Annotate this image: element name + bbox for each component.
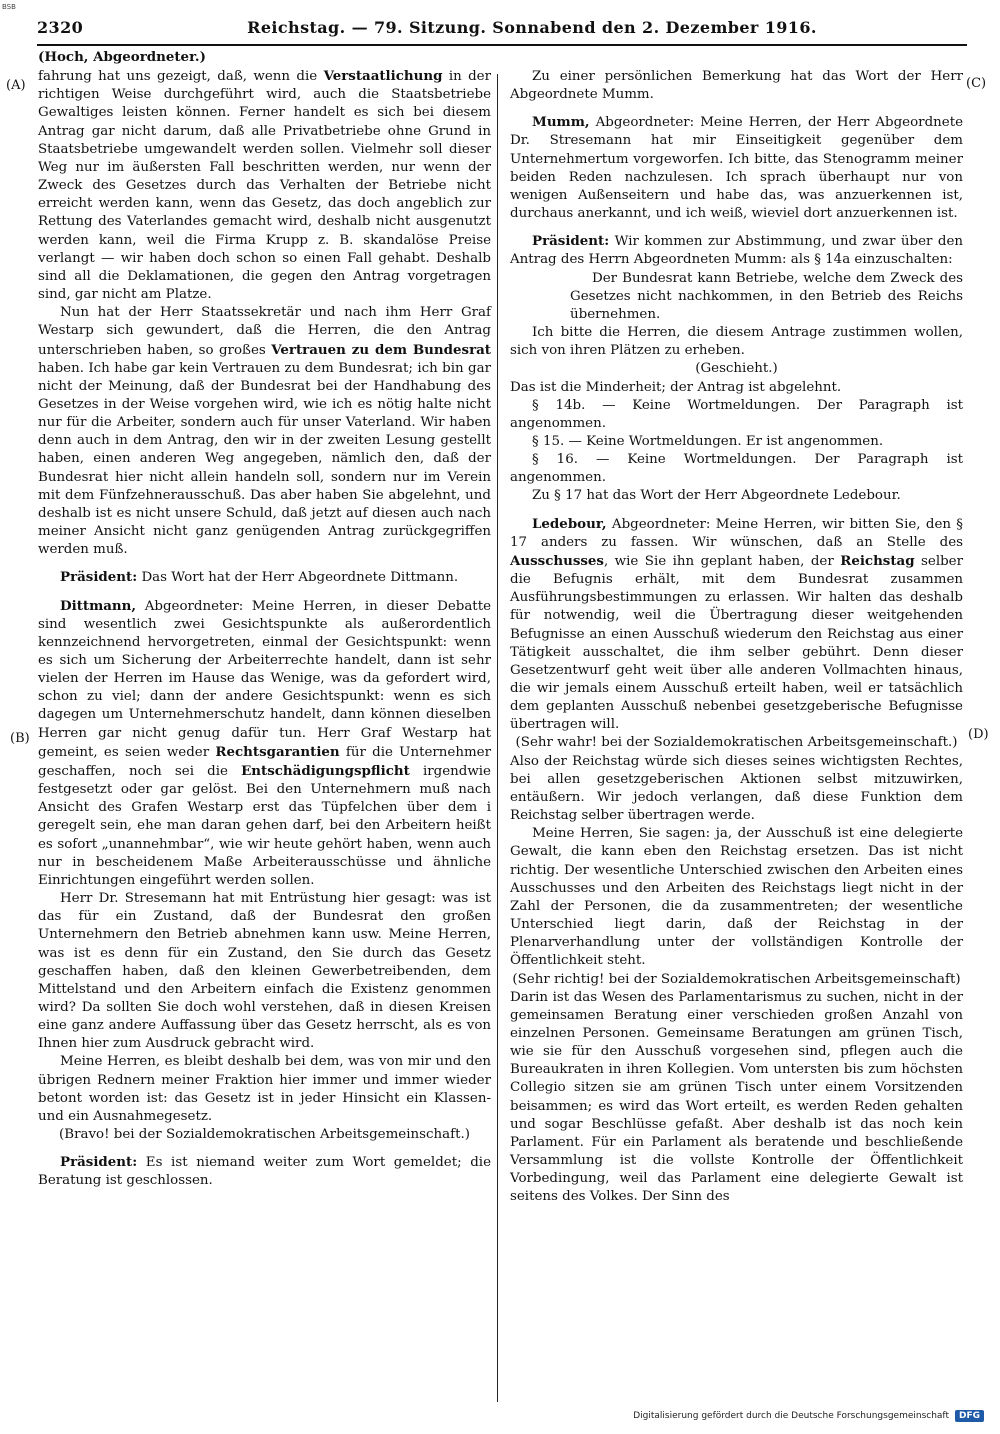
paragraph: § 16. — Keine Wortmeldungen. Der Paragraph ist angenommen.: [510, 452, 963, 486]
interjection: (Sehr richtig! bei der Sozialdemokratischen Arbeitsgemeinschaft): [512, 971, 961, 987]
speaker-paragraph: Präsident: Wir kommen zur Abstimmung, und zwar über den Antrag des Herrn Abgeordneten Mumm: als § 14a einzuschalten:: [510, 233, 963, 268]
paragraph: Meine Herren, Sie sagen: ja, der Ausschuß ist eine delegierte Gewalt, die kann eben den Reichstag ersetzen. Das ist nicht richtig. Der wesentliche Unterschied zwischen den Arbeiten eines Ausschusses und den Arbeiten des Reichstags liegt nicht in der Zahl der Personen, die da zusammentreten; der wesentliche Unterschied liegt darin, daß der Reichstag in der Plenarverhandlung unter der vollständigen Kontrolle der Öffentlichkeit steht.: [510, 826, 963, 969]
paragraph: Darin ist das Wesen des Parlamentarismus zu suchen, nicht in der gemeinsamen Beratung einer verschieden großen Anzahl von einzelnen Personen. Gemeinsame Beratungen am grünen Tisch, wie sie für den Ausschuß vorgesehen sind, pflegen auch die Bureaukraten in ihren Kollegien. Vom untersten bis zum höchsten Collegio sitzen sie am grünen Tisch unter einem Vorsitzenden beisammen; es wird das Wort erteilt, es werden Reden gehalten und sogar Beschlüsse gefaßt. Aber deshalb ist das noch kein Parlament. Für ein Parlament als beratende und beschließende Versammlung ist die vollste Kontrolle der Öffentlichkeit Vorbedingung, weil das Parlament eine delegierte Gewalt ist seitens des Volkes. Der Sinn des: [510, 989, 963, 1205]
speaker-paragraph: Mumm, Abgeordneter: Meine Herren, der Herr Abgeordnete Dr. Stresemann hat mir Einseitigkeit gegenüber dem Unternehmertum vorgeworfen. Ich bitte, das Stenogramm meiner beiden Reden nachzulesen. Ich sprach überhaupt nur von wenigen Außenseitern und habe das, was anzuerkennen ist, durchaus anerkannt, und ich weiß, wieviel dort anzuerkennen ist.: [510, 114, 963, 222]
funding-note: Digitalisierung gefördert durch die Deutsche Forschungsgemeinschaft: [633, 1411, 949, 1421]
right-column: [510, 48, 963, 1207]
interjection: (Bravo! bei der Sozialdemokratischen Arbeitsgemeinschaft.): [59, 1127, 470, 1143]
funding-footer: [633, 1410, 984, 1422]
speaker-name: Präsident:: [60, 1154, 138, 1171]
paragraph: fahrung hat uns gezeigt, daß, wenn die Verstaatlichung in der richtigen Weise durchgeführt wird, auch die Staatsbetriebe Gewaltiges leisten können. Ferner handelt es sich bei diesem Antrag gar nicht darum, daß alle Privatbetriebe ohne Grund in Staatsbetriebe umgewandelt werden sollen. Vielmehr soll dieser Weg nur im äußersten Fall beschritten werden, nur wenn der Zweck des Gesetzes durch das Verhalten der Betriebe nicht erreicht werden kann, wenn das Gesetz, das doch angeblich zur Rettung des Vaterlandes gemacht wird, deshalb nicht ausgenutzt werden kann, weil die Firma Krupp z. B. skandalöse Preise verlangt — wir haben doch schon so einen Fall gehabt. Deshalb sind all die Deklamationen, die gegen den Antrag vorgetragen sind, gar nicht am Platze.: [38, 68, 491, 303]
quoted-motion: Der Bundesrat kann Betriebe, welche dem Zweck des Gesetzes nicht nachkommen, in den Betrieb des Reichs übernehmen.: [570, 270, 963, 322]
speaker-name: Mumm,: [532, 114, 590, 131]
margin-mark-a: (A): [6, 78, 26, 93]
speaker-reference: (Hoch, Abgeordneter.): [38, 49, 206, 65]
margin-mark-c: (C): [966, 76, 987, 91]
paragraph: Herr Dr. Stresemann hat mit Entrüstung hier gesagt: was ist das für ein Zustand, daß der Bundesrat den großen Unternehmern den Betrieb abnehmen kann usw. Meine Herren, was ist es denn für ein Zustand, den Sie durch das Gesetz geschaffen haben, daß den kleinen Gewerbetreibenden, dem Mittelstand und den Arbeitern einfach die Existenz genommen wird? Da sollten Sie doch wohl verstehen, daß in diesen Kreisen eine ganz andere Auffassung über das Gesetz herrscht, als es von Ihnen hier zum Ausdruck gebracht wird.: [38, 891, 491, 1052]
margin-mark-b: (B): [10, 731, 30, 746]
page-number: 2320: [37, 18, 84, 37]
left-column: [38, 48, 491, 1191]
interjection: (Sehr wahr! bei der Sozialdemokratischen Arbeitsgemeinschaft.): [515, 735, 958, 751]
speaker-paragraph: Dittmann, Abgeordneter: Meine Herren, in dieser Debatte sind wesentlich zwei Gesichtspunkte als außerordentlich kennzeichnend hervorgetreten, einmal der Gesichtspunkt: wenn es sich um Sicherung der Arbeiterrechte handelt, dann ist sehr vielen der Herren im Hause das Wenige, was da gefordert wird, schon zu viel; dann der andere Gesichtspunkt: wenn es sich dagegen um Unternehmerschutz handelt, dann können dieselben Herren gar nicht genug dafür tun. Herr Graf Westarp hat gemeint, es seien weder Rechtsgarantien für die Unternehmer geschaffen, noch sei die Entschädigungspflicht irgendwie festgesetzt oder gar gelöst. Bei den Unternehmern muß nach Ansicht des Grafen Westarp erst das Tüpfelchen über dem i geregelt sein, ehe man daran gehen darf, bei den Arbeitern heißt es sofort „unannehmbar“, wie wir heute gehört haben, wenn auch nur in bescheidenem Maße Arbeiterausschüsse und ähnliche Einrichtungen eingeführt werden sollen.: [38, 597, 491, 888]
speaker-paragraph: Präsident: Das Wort hat der Herr Abgeordnete Dittmann.: [60, 569, 459, 586]
speaker-name: Dittmann,: [60, 597, 137, 614]
margin-mark-d: (D): [968, 727, 989, 742]
bsb-watermark: BSB: [2, 3, 16, 11]
paragraph: § 15. — Keine Wortmeldungen. Er ist angenommen.: [532, 433, 884, 449]
paragraph: § 14b. — Keine Wortmeldungen. Der Paragraph ist angenommen.: [510, 397, 963, 431]
speaker-paragraph: Präsident: Es ist niemand weiter zum Wort gemeldet; die Beratung ist geschlossen.: [38, 1154, 491, 1189]
speaker-name: Präsident:: [532, 233, 610, 250]
dfg-logo: DFG: [955, 1410, 984, 1422]
paragraph: Zu § 17 hat das Wort der Herr Abgeordnete Ledebour.: [532, 488, 901, 504]
paragraph: Also der Reichstag würde sich dieses seines wichtigsten Rechtes, bei allen gesetzgeberischen Aktionen selbst mitzuwirken, entäußern. Wir jedoch verlangen, daß diese Funktion dem Reichstag selber übertragen werde.: [510, 753, 963, 824]
column-divider: [497, 74, 498, 1402]
speaker-name: Ledebour,: [532, 515, 607, 532]
paragraph: Nun hat der Herr Staatssekretär und nach ihm Herr Graf Westarp sich gewundert, daß die Herren, die den Antrag unterschrieben haben, so großes Vertrauen zu dem Bundesrat haben. Ich habe gar kein Vertrauen zu dem Bundesrat; ich bin gar nicht der Meinung, daß der Bundesrat bei der Handhabung des Gesetzes in der Weise vorgehen wird, wie ich es nötig halte nicht nur für die Arbeiter, sondern auch für unser Vaterland. Wir haben denn auch in dem Antrag, den wir in der zweiten Lesung gestellt haben, einen anderen Weg angegeben, nämlich den, daß der Bundesrat hier nicht allein handeln soll, sondern nur im Verein mit dem Fünfzehnerausschuß. Das aber haben Sie abgelehnt, und deshalb ist es nicht unsere Schuld, daß jetzt auf diesen auch nach meiner Ansicht nicht ganz genügenden Antrag zurückgegriffen werden muß.: [38, 305, 491, 558]
paragraph: Zu einer persönlichen Bemerkung hat das Wort der Herr Abgeordnete Mumm.: [510, 69, 963, 103]
speaker-paragraph: Ledebour, Abgeordneter: Meine Herren, wir bitten Sie, den § 17 anders zu fassen. Wir wünschen, daß an Stelle des Ausschusses, wie Sie ihn geplant haben, der Reichstag selber die Befugnis erhält, mit dem Bundesrat zusammen Ausführungsbestimmungen zu erlassen. Wir halten das deshalb für notwendig, weil die Übertragung dieser weitgehenden Befugnisse an einen Ausschuß wiederum den Reichstag aus einer Tätigkeit ausschaltet, die ihm selber gebührt. Denn dieser Gesetzentwurf geht weit über alle anderen Vollmachten hinaus, die wir jemals einem Ausschuß erteilt haben, weil er tatsächlich dem geplanten Ausschuß nebenbei gesetzgeberische Befugnisse übertragen will.: [510, 515, 964, 733]
page-title: Reichstag. — 79. Sitzung. Sonnabend den 2. Dezember 1916.: [247, 18, 817, 37]
paragraph: Ich bitte die Herren, die diesem Antrage zustimmen wollen, sich von ihren Plätzen zu erheben.: [510, 325, 963, 359]
paragraph: Meine Herren, es bleibt deshalb bei dem, was von mir und den übrigen Rednern meiner Fraktion hier immer und immer wieder betont worden ist: das Gesetz ist in jeder Hinsicht ein Klassen- und ein Ausnahmegesetz.: [38, 1054, 491, 1124]
interjection: (Geschieht.): [695, 361, 778, 377]
speaker-name: Präsident:: [60, 569, 138, 586]
paragraph: Das ist die Minderheit; der Antrag ist abgelehnt.: [510, 379, 842, 395]
page-header: [37, 18, 967, 46]
